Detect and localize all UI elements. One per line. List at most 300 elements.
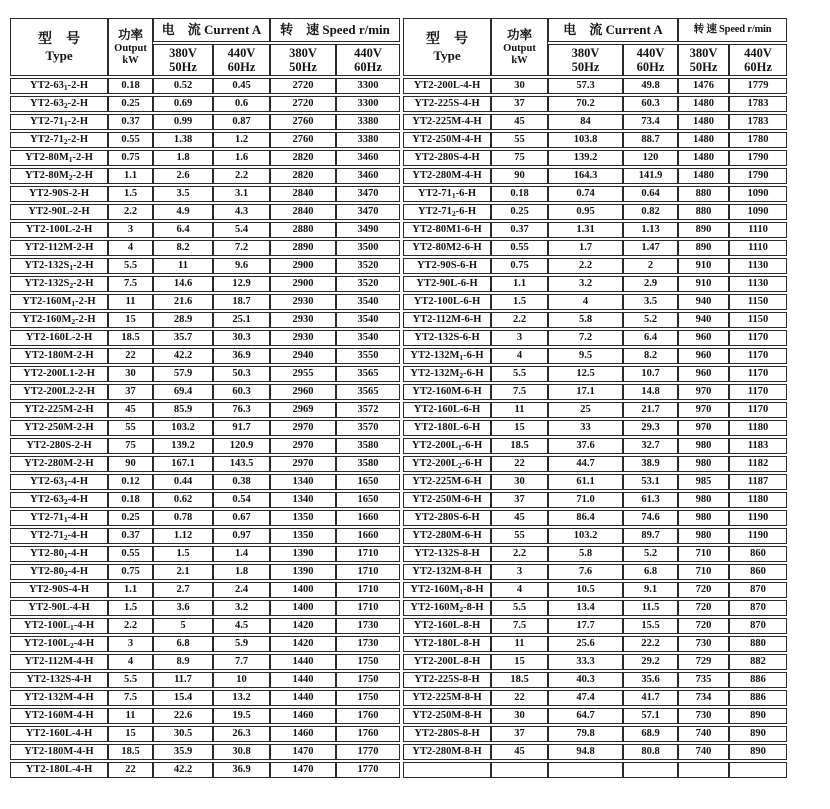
- col-header-speed-440v: [336, 44, 400, 76]
- value-cell: 735: [678, 672, 729, 688]
- value-cell: 940: [678, 312, 729, 328]
- value-cell: 30: [108, 366, 153, 382]
- type-cell: $YT2-160M_1-8-H$: [403, 582, 491, 598]
- value-cell: 120: [623, 150, 678, 166]
- table-row: [10, 222, 400, 238]
- table-row: [403, 96, 787, 112]
- value-cell: 7.2: [213, 240, 270, 256]
- table-row: [403, 348, 787, 364]
- table-row: [403, 726, 787, 742]
- value-cell: 1.7: [548, 240, 623, 256]
- value-cell: 1779: [729, 78, 787, 94]
- type-cell: YT2-180L-8-H: [403, 636, 491, 652]
- type-cell: YT2-132S-6-H: [403, 330, 491, 346]
- table-row: [10, 276, 400, 292]
- value-cell: 1340: [270, 474, 336, 490]
- value-cell: 2970: [270, 420, 336, 436]
- value-cell: 970: [678, 384, 729, 400]
- table-row: [10, 186, 400, 202]
- table-row: [403, 564, 787, 580]
- value-cell: 88.7: [623, 132, 678, 148]
- value-cell: 2840: [270, 204, 336, 220]
- value-cell: 8.2: [623, 348, 678, 364]
- value-cell: 1.12: [153, 528, 213, 544]
- table-row: [10, 726, 400, 742]
- voltage-label: 440V: [354, 46, 382, 60]
- value-cell: 1.5: [108, 186, 153, 202]
- value-cell: 10.7: [623, 366, 678, 382]
- value-cell: 0.44: [153, 474, 213, 490]
- value-cell: 882: [729, 654, 787, 670]
- col-header-current-440v: [213, 44, 270, 76]
- col-header-current-380v: [548, 44, 623, 76]
- value-cell: 91.7: [213, 420, 270, 436]
- table-row: [10, 654, 400, 670]
- table-row: [403, 186, 787, 202]
- value-cell: 1350: [270, 510, 336, 526]
- type-cell: YT2-80M1-6-H: [403, 222, 491, 238]
- value-cell: 86.4: [548, 510, 623, 526]
- value-cell: 9.6: [213, 258, 270, 274]
- value-cell: 1.13: [623, 222, 678, 238]
- power-unit-label: kW: [511, 54, 528, 66]
- value-cell: 2970: [270, 456, 336, 472]
- value-cell: 36.9: [213, 762, 270, 778]
- value-cell: 5.5: [108, 672, 153, 688]
- voltage-label: 380V: [169, 46, 197, 60]
- value-cell: 10.5: [548, 582, 623, 598]
- voltage-label: 440V: [636, 46, 665, 60]
- value-cell: 30: [491, 708, 548, 724]
- table-row: [10, 546, 400, 562]
- type-cell: YT2-200L-8-H: [403, 654, 491, 670]
- value-cell: 35.9: [153, 744, 213, 760]
- value-cell: [678, 762, 729, 778]
- type-cell: YT2-280M-6-H: [403, 528, 491, 544]
- type-cell: $YT2-160M_2-2-H$: [10, 312, 108, 328]
- right-spec-table: [403, 16, 787, 780]
- value-cell: 1783: [729, 114, 787, 130]
- value-cell: 710: [678, 546, 729, 562]
- value-cell: 3470: [336, 204, 400, 220]
- value-cell: 41.7: [623, 690, 678, 706]
- value-cell: 1170: [729, 366, 787, 382]
- value-cell: 1.8: [213, 564, 270, 580]
- value-cell: 880: [678, 186, 729, 202]
- value-cell: 4.3: [213, 204, 270, 220]
- value-cell: 2.1: [153, 564, 213, 580]
- voltage-label: 440V: [227, 46, 256, 60]
- type-cell: YT2-160L-4-H: [10, 726, 108, 742]
- value-cell: 1480: [678, 114, 729, 130]
- value-cell: 3470: [336, 186, 400, 202]
- value-cell: 38.9: [623, 456, 678, 472]
- value-cell: 1170: [729, 384, 787, 400]
- value-cell: 7.7: [213, 654, 270, 670]
- value-cell: 33.3: [548, 654, 623, 670]
- value-cell: 3.5: [153, 186, 213, 202]
- table-row: [10, 582, 400, 598]
- value-cell: 1730: [336, 636, 400, 652]
- value-cell: 37: [491, 492, 548, 508]
- value-cell: 730: [678, 708, 729, 724]
- value-cell: 37.6: [548, 438, 623, 454]
- value-cell: 1710: [336, 546, 400, 562]
- type-cell: YT2-200L2-2-H: [10, 384, 108, 400]
- table-row: [10, 312, 400, 328]
- value-cell: 970: [678, 420, 729, 436]
- table-row: [10, 150, 400, 166]
- value-cell: 1.5: [153, 546, 213, 562]
- type-cell: $YT2-71_2-2-H$: [10, 132, 108, 148]
- value-cell: 2.2: [548, 258, 623, 274]
- value-cell: 45: [108, 402, 153, 418]
- table-row: [403, 150, 787, 166]
- table-row: [403, 384, 787, 400]
- value-cell: 0.45: [213, 78, 270, 94]
- value-cell: 11: [108, 294, 153, 310]
- value-cell: 50.3: [213, 366, 270, 382]
- type-cell: YT2-280S-2-H: [10, 438, 108, 454]
- table-row: [10, 366, 400, 382]
- value-cell: 1470: [270, 762, 336, 778]
- type-cell: YT2-90L-4-H: [10, 600, 108, 616]
- value-cell: 0.12: [108, 474, 153, 490]
- value-cell: 6.4: [153, 222, 213, 238]
- value-cell: 15.4: [153, 690, 213, 706]
- value-cell: 3300: [336, 96, 400, 112]
- value-cell: 29.2: [623, 654, 678, 670]
- table-row: [403, 240, 787, 256]
- value-cell: 1770: [336, 762, 400, 778]
- value-cell: 25.6: [548, 636, 623, 652]
- value-cell: 860: [729, 564, 787, 580]
- type-cell: YT2-160M-6-H: [403, 384, 491, 400]
- value-cell: 3300: [336, 78, 400, 94]
- value-cell: 15: [491, 420, 548, 436]
- frequency-label: 50Hz: [169, 60, 197, 74]
- value-cell: 2760: [270, 114, 336, 130]
- col-header-current-380v: [153, 44, 213, 76]
- type-cell: $YT2-200L_2-6-H$: [403, 456, 491, 472]
- value-cell: 870: [729, 618, 787, 634]
- col-header-speed-380v: [270, 44, 336, 76]
- table-row: [403, 474, 787, 490]
- type-cell: YT2-225M-8-H: [403, 690, 491, 706]
- value-cell: 3460: [336, 168, 400, 184]
- value-cell: 720: [678, 582, 729, 598]
- value-cell: 36.9: [213, 348, 270, 364]
- table-row: [403, 708, 787, 724]
- value-cell: 40.3: [548, 672, 623, 688]
- type-cell: $YT2-100L_2-4-H$: [10, 636, 108, 652]
- value-cell: 164.3: [548, 168, 623, 184]
- value-cell: 1187: [729, 474, 787, 490]
- value-cell: 37: [108, 384, 153, 400]
- value-cell: 103.2: [153, 420, 213, 436]
- value-cell: 3380: [336, 132, 400, 148]
- type-cell: $YT2-71_2-4-H$: [10, 528, 108, 544]
- table-row: [403, 294, 787, 310]
- right-table-body: [403, 78, 787, 778]
- value-cell: 3540: [336, 330, 400, 346]
- value-cell: 22.2: [623, 636, 678, 652]
- power-label-en: Output: [114, 42, 147, 54]
- table-row: [403, 168, 787, 184]
- type-cell: YT2-132S-8-H: [403, 546, 491, 562]
- value-cell: 1420: [270, 636, 336, 652]
- value-cell: 5.4: [213, 222, 270, 238]
- type-cell: YT2-112M-2-H: [10, 240, 108, 256]
- type-cell: $YT2-80_2-4-H$: [10, 564, 108, 580]
- table-row: [403, 276, 787, 292]
- value-cell: 35.6: [623, 672, 678, 688]
- value-cell: 5.8: [548, 546, 623, 562]
- type-cell: YT2-90L-6-H: [403, 276, 491, 292]
- table-row: [10, 78, 400, 94]
- type-cell: $YT2-63_1-4-H$: [10, 474, 108, 490]
- value-cell: 7.5: [491, 618, 548, 634]
- value-cell: 22: [491, 456, 548, 472]
- value-cell: 0.25: [491, 204, 548, 220]
- value-cell: 1480: [678, 168, 729, 184]
- type-cell: YT2-200L-4-H: [403, 78, 491, 94]
- type-cell: YT2-280M-8-H: [403, 744, 491, 760]
- type-cell: $YT2-63_2-4-H$: [10, 492, 108, 508]
- value-cell: 57.9: [153, 366, 213, 382]
- value-cell: 13.2: [213, 690, 270, 706]
- value-cell: 3520: [336, 258, 400, 274]
- value-cell: 143.5: [213, 456, 270, 472]
- table-row: [403, 636, 787, 652]
- value-cell: 1.1: [491, 276, 548, 292]
- value-cell: 45: [491, 744, 548, 760]
- power-label-en: Output: [503, 42, 536, 54]
- col-header-speed: 转 速 Speed r/min: [678, 18, 787, 42]
- left-spec-table: [10, 16, 400, 780]
- value-cell: 60.3: [213, 384, 270, 400]
- table-row: [10, 240, 400, 256]
- type-cell: YT2-180M-4-H: [10, 744, 108, 760]
- value-cell: 1.47: [623, 240, 678, 256]
- type-cell: YT2-280S-8-H: [403, 726, 491, 742]
- value-cell: 3: [108, 222, 153, 238]
- table-row: [403, 204, 787, 220]
- value-cell: 2.2: [108, 204, 153, 220]
- value-cell: 3540: [336, 294, 400, 310]
- value-cell: 0.18: [108, 492, 153, 508]
- value-cell: 1480: [678, 150, 729, 166]
- type-cell: YT2-160L-8-H: [403, 618, 491, 634]
- value-cell: 11.5: [623, 600, 678, 616]
- value-cell: 1420: [270, 618, 336, 634]
- value-cell: 12.9: [213, 276, 270, 292]
- value-cell: 1170: [729, 402, 787, 418]
- value-cell: 3520: [336, 276, 400, 292]
- value-cell: 4: [491, 582, 548, 598]
- table-row: [403, 528, 787, 544]
- value-cell: 64.7: [548, 708, 623, 724]
- value-cell: 1150: [729, 294, 787, 310]
- col-header-power: [491, 18, 548, 76]
- value-cell: 80.8: [623, 744, 678, 760]
- type-cell: $YT2-63_1-2-H$: [10, 78, 108, 94]
- value-cell: 1660: [336, 528, 400, 544]
- table-row: [403, 582, 787, 598]
- type-cell: $YT2-100L_1-4-H$: [10, 618, 108, 634]
- value-cell: 1390: [270, 546, 336, 562]
- value-cell: 3.1: [213, 186, 270, 202]
- type-cell: YT2-280M-4-H: [403, 168, 491, 184]
- value-cell: 2.2: [491, 312, 548, 328]
- value-cell: 0.87: [213, 114, 270, 130]
- value-cell: 37: [491, 96, 548, 112]
- value-cell: 11: [153, 258, 213, 274]
- value-cell: 3.6: [153, 600, 213, 616]
- value-cell: 0.6: [213, 96, 270, 112]
- value-cell: 1760: [336, 726, 400, 742]
- value-cell: 4.5: [213, 618, 270, 634]
- value-cell: 42.2: [153, 348, 213, 364]
- type-cell: YT2-225S-8-H: [403, 672, 491, 688]
- value-cell: 4.9: [153, 204, 213, 220]
- type-cell: $YT2-71_2-6-H$: [403, 204, 491, 220]
- type-label-zh: 型 号: [38, 32, 80, 47]
- value-cell: 0.38: [213, 474, 270, 490]
- value-cell: 2.2: [213, 168, 270, 184]
- power-label-zh: 功率: [506, 27, 532, 42]
- value-cell: 1.1: [108, 168, 153, 184]
- table-row: [10, 510, 400, 526]
- frequency-label: 50Hz: [571, 60, 600, 74]
- type-label-en: Type: [433, 48, 461, 63]
- value-cell: 1750: [336, 690, 400, 706]
- value-cell: 1130: [729, 276, 787, 292]
- value-cell: 3580: [336, 438, 400, 454]
- value-cell: 2930: [270, 294, 336, 310]
- value-cell: 11.7: [153, 672, 213, 688]
- value-cell: 730: [678, 636, 729, 652]
- value-cell: 71.0: [548, 492, 623, 508]
- table-row: [10, 168, 400, 184]
- value-cell: 0.55: [491, 240, 548, 256]
- value-cell: 980: [678, 528, 729, 544]
- value-cell: 0.95: [548, 204, 623, 220]
- value-cell: 886: [729, 690, 787, 706]
- value-cell: 85.9: [153, 402, 213, 418]
- type-cell: $YT2-80_1-4-H$: [10, 546, 108, 562]
- value-cell: 0.25: [108, 96, 153, 112]
- col-header-speed-440v: [729, 44, 787, 76]
- value-cell: 57.3: [548, 78, 623, 94]
- value-cell: 8.9: [153, 654, 213, 670]
- value-cell: 1440: [270, 654, 336, 670]
- value-cell: 3565: [336, 366, 400, 382]
- type-cell: YT2-225M-2-H: [10, 402, 108, 418]
- value-cell: 1.38: [153, 132, 213, 148]
- value-cell: 19.5: [213, 708, 270, 724]
- value-cell: 1.8: [153, 150, 213, 166]
- value-cell: 0.82: [623, 204, 678, 220]
- value-cell: 1760: [336, 708, 400, 724]
- table-row: [10, 672, 400, 688]
- value-cell: 0.37: [108, 528, 153, 544]
- value-cell: 84: [548, 114, 623, 130]
- value-cell: 47.4: [548, 690, 623, 706]
- value-cell: 1.2: [213, 132, 270, 148]
- table-row: [403, 600, 787, 616]
- value-cell: 3490: [336, 222, 400, 238]
- value-cell: 1180: [729, 492, 787, 508]
- value-cell: 49.8: [623, 78, 678, 94]
- table-row: [403, 510, 787, 526]
- table-row: [10, 636, 400, 652]
- value-cell: 1440: [270, 690, 336, 706]
- table-row: [10, 330, 400, 346]
- value-cell: 1390: [270, 564, 336, 580]
- value-cell: 2930: [270, 330, 336, 346]
- value-cell: 7.5: [108, 690, 153, 706]
- value-cell: 29.3: [623, 420, 678, 436]
- value-cell: 3: [491, 564, 548, 580]
- value-cell: 2900: [270, 258, 336, 274]
- table-row: [10, 600, 400, 616]
- value-cell: 0.97: [213, 528, 270, 544]
- col-header-current: 电 流 Current A: [153, 18, 270, 42]
- value-cell: 35.7: [153, 330, 213, 346]
- value-cell: 1750: [336, 654, 400, 670]
- value-cell: 22: [108, 348, 153, 364]
- value-cell: 5.2: [623, 546, 678, 562]
- value-cell: 1.5: [108, 600, 153, 616]
- voltage-label: 380V: [689, 46, 718, 60]
- value-cell: 1110: [729, 222, 787, 238]
- value-cell: 1170: [729, 348, 787, 364]
- value-cell: 870: [729, 600, 787, 616]
- table-row: [10, 528, 400, 544]
- table-row: [10, 474, 400, 490]
- type-cell: YT2-200L1-2-H: [10, 366, 108, 382]
- value-cell: 6.8: [153, 636, 213, 652]
- value-cell: 1190: [729, 528, 787, 544]
- col-header-type: [403, 18, 491, 76]
- value-cell: 2969: [270, 402, 336, 418]
- value-cell: 9.5: [548, 348, 623, 364]
- value-cell: 3572: [336, 402, 400, 418]
- table-row: [10, 456, 400, 472]
- value-cell: 2940: [270, 348, 336, 364]
- value-cell: 3570: [336, 420, 400, 436]
- value-cell: 21.7: [623, 402, 678, 418]
- value-cell: 1090: [729, 204, 787, 220]
- value-cell: 2.4: [213, 582, 270, 598]
- value-cell: 4: [108, 240, 153, 256]
- value-cell: 1.4: [213, 546, 270, 562]
- value-cell: 103.8: [548, 132, 623, 148]
- table-row: [403, 654, 787, 670]
- value-cell: 980: [678, 456, 729, 472]
- value-cell: 18.7: [213, 294, 270, 310]
- value-cell: 880: [729, 636, 787, 652]
- value-cell: 890: [678, 240, 729, 256]
- col-header-current-440v: [623, 44, 678, 76]
- type-cell: $YT2-160M_2-8-H$: [403, 600, 491, 616]
- table-row: [403, 690, 787, 706]
- table-row: [10, 690, 400, 706]
- value-cell: 6.4: [623, 330, 678, 346]
- type-cell: YT2-112M-6-H: [403, 312, 491, 328]
- value-cell: 7.2: [548, 330, 623, 346]
